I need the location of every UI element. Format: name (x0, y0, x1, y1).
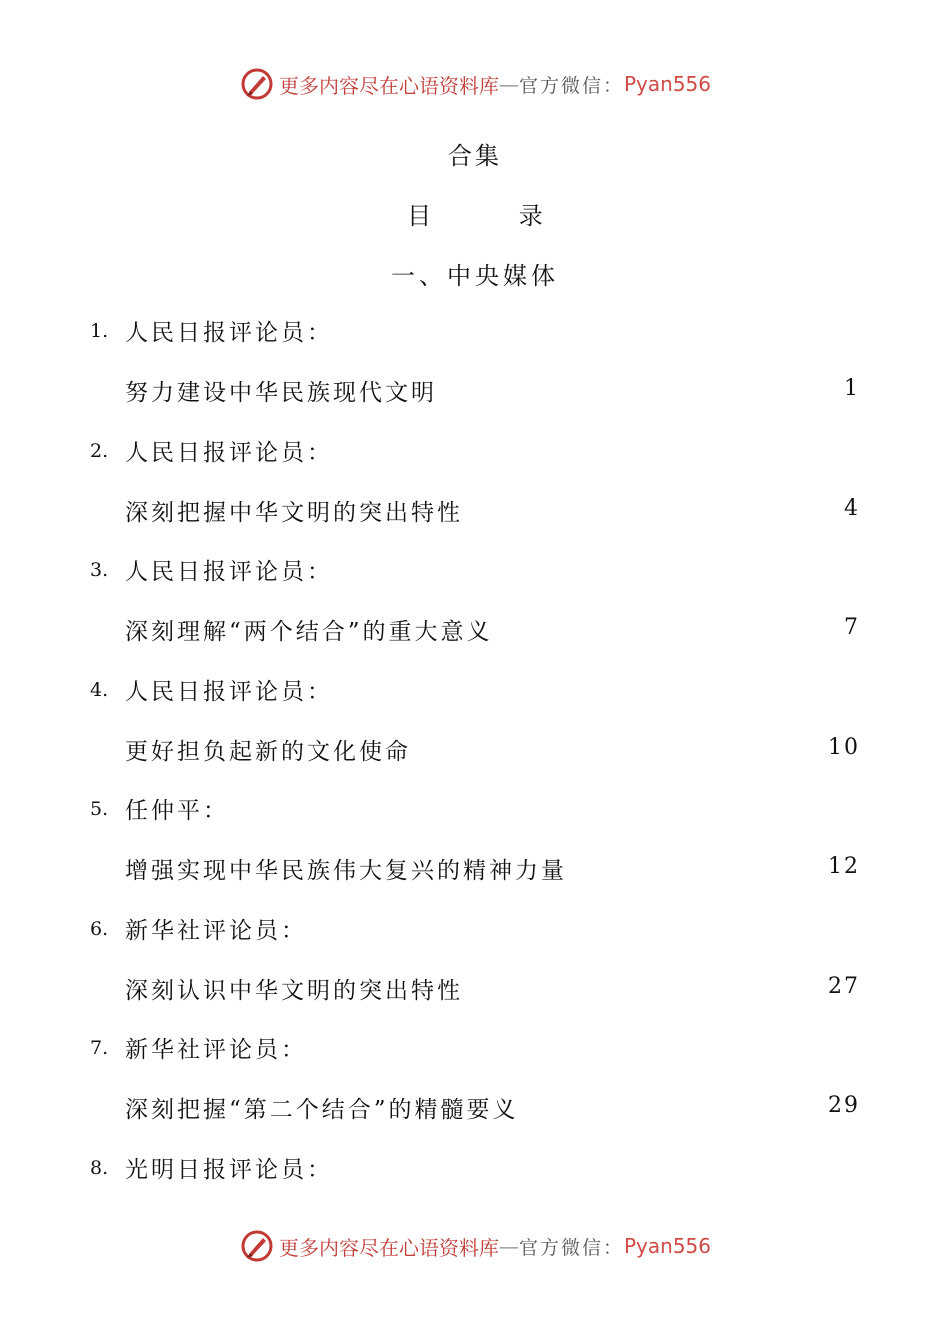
entry-author: 新华社评论员： (125, 1037, 307, 1063)
collection-title: 合集 (448, 142, 502, 170)
banner-dash: — (498, 1234, 519, 1258)
entry-page: 10 (828, 734, 860, 760)
entry-author: 新华社评论员： (125, 917, 307, 944)
entry-page: 12 (828, 854, 860, 879)
entry-title: 深刻把握“第二个结合”的精髓要义 (125, 1097, 519, 1123)
banner-dash: — (498, 72, 519, 96)
entry-number: 1. (90, 320, 109, 342)
entry-number: 2. (90, 439, 109, 462)
entry-page: 1 (844, 376, 860, 401)
entry-number: 6. (90, 917, 109, 940)
entry-number: 8. (90, 1156, 109, 1179)
entry-author: 人民日报评论员： (125, 559, 333, 585)
toc-entry[interactable] (0, 671, 950, 791)
entry-title: 努力建设中华民族现代文明 (125, 380, 437, 406)
entry-number: 5. (90, 798, 109, 820)
entry-author: 人民日报评论员： (125, 439, 333, 466)
entry-number: 4. (90, 678, 109, 701)
header-banner (0, 62, 950, 106)
banner-wechat-label: 官方微信： (518, 74, 624, 97)
entry-title: 深刻认识中华文明的突出特性 (125, 977, 463, 1004)
entry-author: 人民日报评论员： (125, 678, 333, 705)
section-heading: 一、中央媒体 (391, 262, 559, 290)
entry-page: 7 (844, 615, 860, 640)
entry-page: 27 (828, 973, 860, 999)
entry-number: 7. (90, 1037, 109, 1059)
entry-number: 3. (90, 559, 109, 581)
toc-title: 目 录 (407, 202, 583, 230)
toc-entry[interactable] (0, 312, 950, 432)
banner-site-text: 更多内容尽在心语资料库 (278, 73, 499, 98)
table-of-contents (0, 312, 950, 1268)
footer-banner (0, 1224, 950, 1268)
entry-title: 更好担负起新的文化使命 (125, 738, 411, 765)
pen-logo-icon (239, 66, 275, 102)
banner-wechat-id: Pyan556 (624, 1234, 712, 1258)
entry-author: 人民日报评论员： (125, 320, 333, 346)
banner-site-text: 更多内容尽在心语资料库 (278, 1235, 499, 1260)
toc-entry[interactable] (0, 1029, 950, 1149)
toc-entry[interactable] (0, 432, 950, 552)
entry-page: 29 (828, 1093, 860, 1118)
entry-author: 任仲平： (125, 798, 229, 824)
entry-title: 增强实现中华民族伟大复兴的精神力量 (125, 858, 567, 884)
banner-wechat-id: Pyan556 (624, 72, 712, 96)
pen-logo-icon (239, 1228, 275, 1264)
banner-wechat-label: 官方微信： (518, 1236, 624, 1259)
entry-author: 光明日报评论员： (125, 1156, 333, 1183)
entry-page: 4 (844, 495, 860, 521)
toc-entry[interactable] (0, 790, 950, 910)
entry-title: 深刻把握中华文明的突出特性 (125, 499, 463, 526)
toc-entry[interactable] (0, 551, 950, 671)
toc-entry[interactable] (0, 910, 950, 1030)
entry-title: 深刻理解“两个结合”的重大意义 (125, 619, 493, 645)
